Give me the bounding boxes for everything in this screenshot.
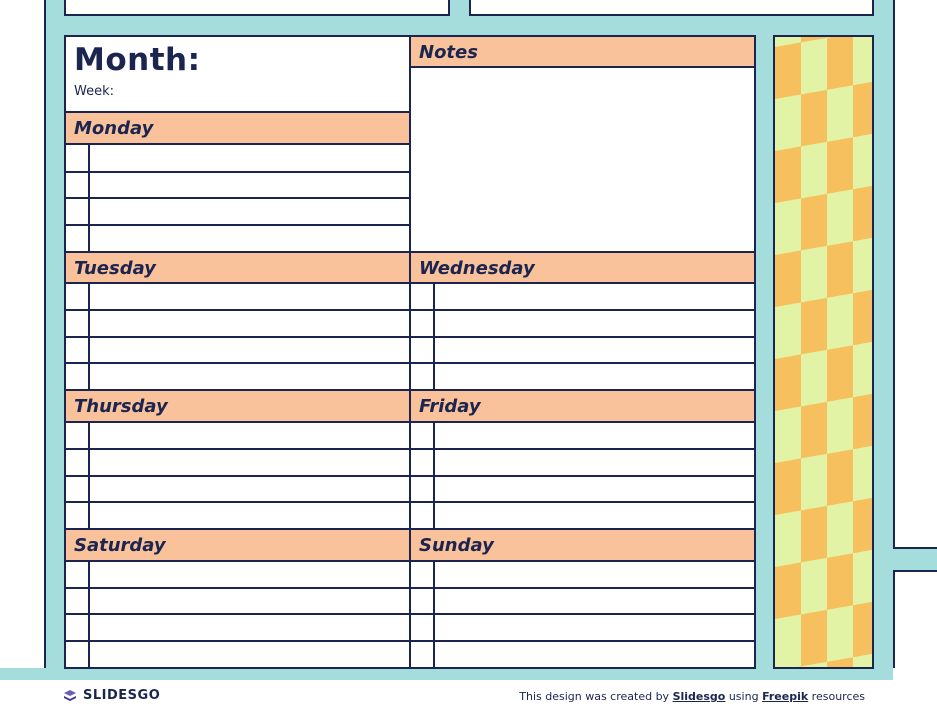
task-row[interactable] (411, 640, 754, 642)
slidesgo-link[interactable]: Slidesgo (672, 690, 726, 703)
task-row[interactable] (411, 336, 754, 338)
task-row[interactable] (411, 309, 754, 311)
task-row[interactable] (66, 475, 409, 477)
checkbox-column[interactable] (411, 562, 435, 667)
notes-area[interactable] (411, 68, 754, 252)
task-row[interactable] (66, 613, 409, 615)
brand-name: SLIDESGO (83, 688, 161, 703)
checkbox-column[interactable] (66, 562, 90, 667)
day-header-tuesday: Tuesday (66, 251, 409, 284)
day-header-saturday: Saturday (66, 528, 409, 562)
day-header-monday: Monday (66, 111, 409, 145)
page-edge-left (0, 0, 46, 668)
task-row[interactable] (411, 587, 754, 589)
day-header-friday: Friday (411, 389, 754, 423)
task-row[interactable] (66, 448, 409, 450)
task-row[interactable] (66, 587, 409, 589)
month-title: Month: (74, 42, 201, 78)
checkered-decoration (773, 35, 874, 669)
day-header-wednesday: Wednesday (411, 251, 754, 284)
slidesgo-logo-icon (63, 689, 77, 703)
checkbox-column[interactable] (411, 284, 435, 391)
page-edge-right-gap (893, 549, 937, 570)
top-box-left (64, 0, 450, 16)
checkbox-column[interactable] (411, 423, 435, 530)
task-row[interactable] (66, 336, 409, 338)
task-row[interactable] (411, 613, 754, 615)
task-row[interactable] (66, 171, 409, 173)
task-row[interactable] (411, 448, 754, 450)
task-row[interactable] (411, 501, 754, 503)
credit-mid: using (725, 690, 763, 703)
day-header-thursday: Thursday (66, 389, 409, 423)
page-edge-right-lower (893, 570, 937, 668)
week-label: Week: (74, 84, 114, 99)
page-edge-right (893, 0, 937, 549)
task-row[interactable] (66, 197, 409, 199)
freepik-link[interactable]: Freepik (762, 690, 809, 703)
checkbox-column[interactable] (66, 145, 90, 252)
credit-prefix: This design was created by (519, 690, 673, 703)
day-header-sunday: Sunday (411, 528, 754, 562)
brand-logo[interactable] (63, 688, 160, 703)
credit-line (519, 690, 865, 703)
credit-suffix: resources (808, 690, 865, 703)
task-row[interactable] (66, 309, 409, 311)
top-box-right (469, 0, 874, 16)
task-row[interactable] (66, 640, 409, 642)
checkbox-column[interactable] (66, 423, 90, 530)
checker-pattern (775, 37, 872, 667)
checkbox-column[interactable] (66, 284, 90, 391)
task-row[interactable] (66, 501, 409, 503)
task-row[interactable] (411, 475, 754, 477)
task-row[interactable] (411, 362, 754, 364)
task-row[interactable] (66, 224, 409, 226)
notes-header: Notes (411, 35, 754, 68)
task-row[interactable] (66, 362, 409, 364)
